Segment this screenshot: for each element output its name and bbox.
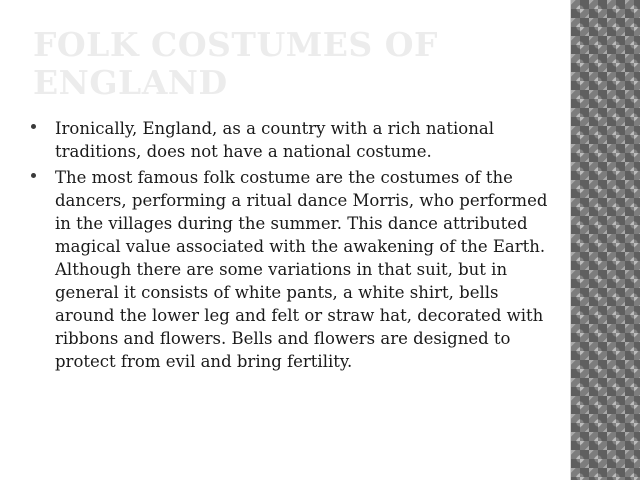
- bullet-dot-icon: [31, 124, 36, 129]
- decorative-side-pattern: [570, 0, 640, 480]
- bullet-item: [31, 117, 551, 163]
- bullet-item: [31, 166, 551, 373]
- bullet-text: The most famous folk costume are the costumes of the dancers, performing a ritual dance Morris, who performed in the villages during the summer. This dance attributed magical value associated with the awakening of the Earth. Although there are some variations in that suit, but in general it consists of white pants, a white shirt, bells around the lower leg and felt or straw hat, decorated with ribbons and flowers. Bells and flowers are designed to protect from evil and bring fertility.: [55, 168, 548, 371]
- bullet-text: Ironically, England, as a country with a rich national traditions, does not have a national costume.: [55, 119, 494, 161]
- slide-title: FOLK COSTUMES OF ENGLAND: [33, 25, 438, 102]
- bullet-dot-icon: [31, 173, 36, 178]
- bullet-list: [31, 117, 551, 376]
